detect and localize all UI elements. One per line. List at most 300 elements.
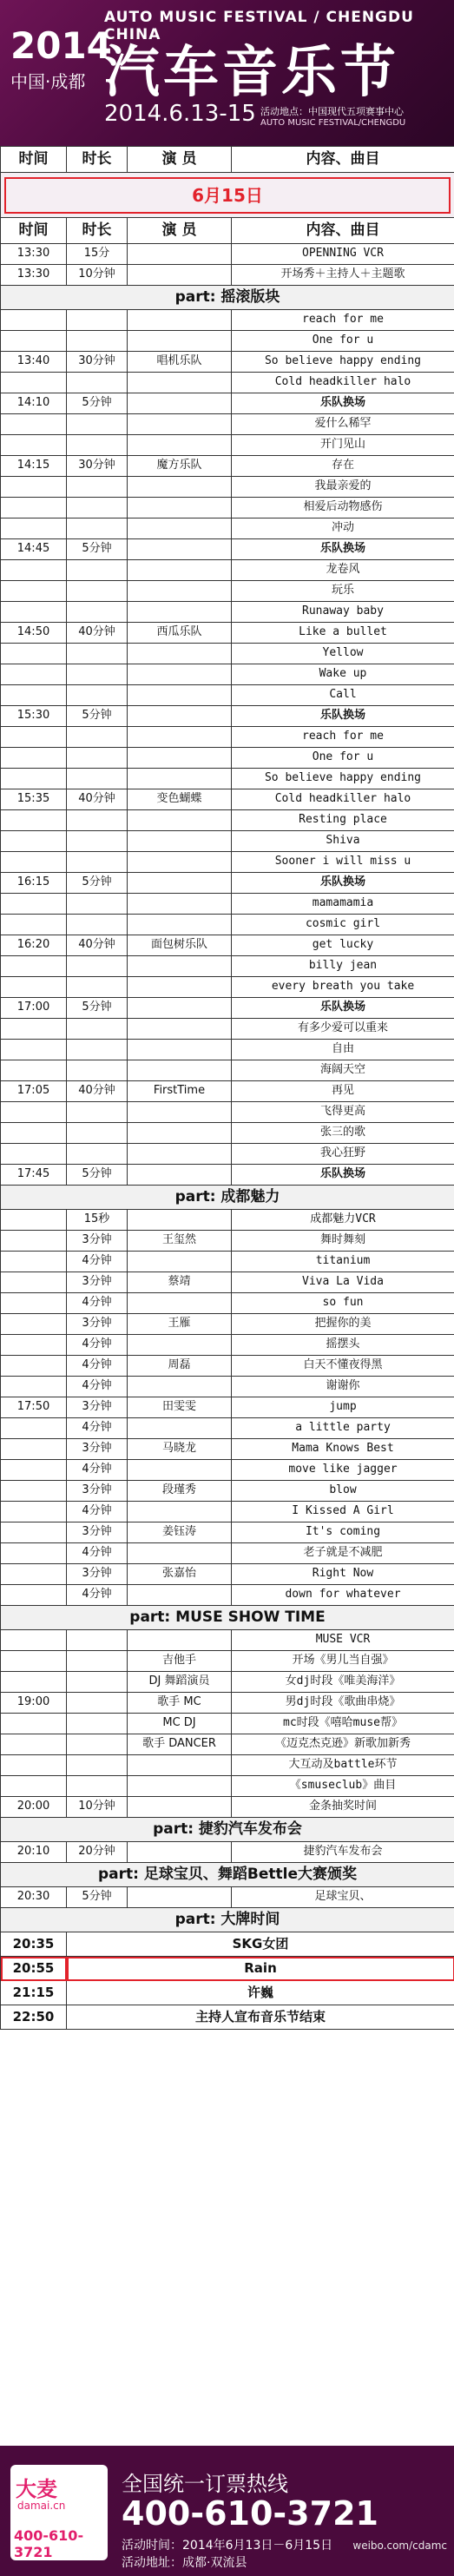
performer-cell: [128, 1755, 232, 1776]
duration-cell: [67, 1672, 128, 1693]
time-cell: [1, 560, 67, 581]
section-row: [1, 1818, 454, 1842]
time-cell: [1, 1543, 67, 1564]
performer-cell: 歌手 MC: [128, 1693, 232, 1714]
schedule-row: [1, 310, 454, 331]
duration-cell: 10分钟: [67, 265, 128, 286]
schedule-row: [1, 1714, 454, 1734]
content-cell: 乐队换场: [232, 706, 454, 727]
content-cell: reach for me: [232, 727, 454, 748]
time-cell: [1, 1102, 67, 1123]
time-cell: 20:00: [1, 1797, 67, 1818]
date-title: 6月15日: [4, 177, 451, 214]
performer-cell: [128, 477, 232, 498]
header-row: [1, 147, 454, 173]
content-cell: MUSE VCR: [232, 1630, 454, 1651]
time-cell: [1, 894, 67, 915]
performer-cell: [128, 748, 232, 769]
performer-cell: 蔡靖: [128, 1272, 232, 1293]
performer-cell: [128, 1502, 232, 1522]
duration-cell: [67, 331, 128, 352]
performer-cell: [128, 810, 232, 831]
performer-cell: [128, 831, 232, 852]
time-cell: 19:00: [1, 1693, 67, 1714]
schedule-row: [1, 435, 454, 456]
content-cell: 再见: [232, 1081, 454, 1102]
schedule-row: [1, 1210, 454, 1231]
performer-cell: [128, 519, 232, 539]
banner-date: 2014.6.13-15: [104, 101, 256, 127]
schedule-row: [1, 1165, 454, 1186]
time-cell: [1, 1734, 67, 1755]
time-cell: [1, 1522, 67, 1543]
performer-cell: [128, 894, 232, 915]
schedule-row: [1, 1502, 454, 1522]
logo-phone: 400-610-3721: [14, 2527, 84, 2560]
performer-cell: [128, 1418, 232, 1439]
schedule-row: [1, 456, 454, 477]
content-cell: Like a bullet: [232, 623, 454, 644]
time-cell: 21:15: [1, 1981, 67, 2005]
content-cell: 有多少爱可以重来: [232, 1019, 454, 1040]
headliner-row: [1, 1981, 454, 2005]
time-cell: [1, 602, 67, 623]
duration-cell: [67, 1040, 128, 1060]
schedule-row: [1, 477, 454, 498]
performer-cell: 吉他手: [128, 1651, 232, 1672]
duration-cell: [67, 435, 128, 456]
duration-cell: [67, 644, 128, 664]
schedule-row: [1, 1797, 454, 1818]
duration-cell: [67, 1102, 128, 1123]
performer-cell: [128, 310, 232, 331]
time-cell: 20:35: [1, 1932, 67, 1957]
content-cell: billy jean: [232, 956, 454, 977]
section-title: part: 摇滚版块: [1, 286, 454, 310]
schedule-row: [1, 831, 454, 852]
time-cell: 16:20: [1, 935, 67, 956]
duration-cell: 4分钟: [67, 1543, 128, 1564]
performer-cell: [128, 1040, 232, 1060]
duration-cell: [67, 727, 128, 748]
performer-cell: [128, 706, 232, 727]
content-cell: 我心狂野: [232, 1144, 454, 1165]
time-cell: [1, 1060, 67, 1081]
time-cell: 13:30: [1, 265, 67, 286]
time-cell: [1, 769, 67, 789]
schedule-row: [1, 935, 454, 956]
duration-cell: [67, 498, 128, 519]
performer-cell: 变色蝴蝶: [128, 789, 232, 810]
duration-cell: 5分钟: [67, 1887, 128, 1908]
time-cell: [1, 1314, 67, 1335]
performer-cell: 张嘉怡: [128, 1564, 232, 1585]
time-cell: 20:30: [1, 1887, 67, 1908]
performer-cell: [128, 435, 232, 456]
duration-cell: [67, 602, 128, 623]
banner-year: 2014: [10, 24, 112, 67]
performer-cell: 面包树乐队: [128, 935, 232, 956]
content-cell: 海阔天空: [232, 1060, 454, 1081]
content-cell: 女dj时段《唯美海洋》: [232, 1672, 454, 1693]
duration-cell: [67, 1651, 128, 1672]
duration-cell: 15分: [67, 244, 128, 265]
duration-cell: 4分钟: [67, 1418, 128, 1439]
performer-cell: [128, 1543, 232, 1564]
content-cell: blow: [232, 1481, 454, 1502]
time-cell: [1, 1210, 67, 1231]
duration-cell: 4分钟: [67, 1252, 128, 1272]
ticket-footer: [0, 2446, 454, 2576]
performer-cell: [128, 1123, 232, 1144]
content-cell: 大互动及battle环节: [232, 1755, 454, 1776]
content-cell: 摇摆头: [232, 1335, 454, 1356]
duration-cell: 5分钟: [67, 706, 128, 727]
time-cell: [1, 977, 67, 998]
schedule-row: [1, 1734, 454, 1755]
content-cell: so fun: [232, 1293, 454, 1314]
content-cell: 开场《男儿当自强》: [232, 1651, 454, 1672]
performer-cell: [128, 644, 232, 664]
banner-venue-en: AUTO MUSIC FESTIVAL/CHENGDU: [260, 118, 406, 128]
duration-cell: 4分钟: [67, 1585, 128, 1606]
schedule-row: [1, 727, 454, 748]
time-cell: [1, 685, 67, 706]
section-title: part: 大牌时间: [1, 1908, 454, 1932]
schedule-row: [1, 977, 454, 998]
header-time: 时间: [1, 218, 67, 244]
time-cell: [1, 1502, 67, 1522]
schedule-row: [1, 414, 454, 435]
duration-cell: 40分钟: [67, 935, 128, 956]
content-cell: 开场秀＋主持人＋主题歌: [232, 265, 454, 286]
schedule-row: [1, 623, 454, 644]
schedule-row: [1, 894, 454, 915]
duration-cell: [67, 1060, 128, 1081]
duration-cell: 30分钟: [67, 352, 128, 373]
schedule-row: [1, 1755, 454, 1776]
schedule-row: [1, 1335, 454, 1356]
performer-cell: [128, 956, 232, 977]
duration-cell: 4分钟: [67, 1335, 128, 1356]
schedule-row: [1, 244, 454, 265]
content-cell: 乐队换场: [232, 998, 454, 1019]
content-cell: 相爱后动物感伤: [232, 498, 454, 519]
performer-cell: [128, 1019, 232, 1040]
duration-cell: [67, 852, 128, 873]
schedule-row: [1, 1356, 454, 1377]
schedule-row: [1, 1439, 454, 1460]
schedule-row: [1, 1252, 454, 1272]
duration-cell: 3分钟: [67, 1272, 128, 1293]
schedule-row: [1, 852, 454, 873]
time-cell: [1, 581, 67, 602]
schedule-row: [1, 1102, 454, 1123]
schedule-row: [1, 1040, 454, 1060]
performer-cell: [128, 1887, 232, 1908]
content-cell: Cold headkiller halo: [232, 789, 454, 810]
performer-cell: [128, 1797, 232, 1818]
performer-cell: [128, 1776, 232, 1797]
schedule-row: [1, 748, 454, 769]
performer-cell: [128, 602, 232, 623]
content-cell: 玩乐: [232, 581, 454, 602]
performer-cell: [128, 727, 232, 748]
schedule-row: [1, 1630, 454, 1651]
time-cell: [1, 477, 67, 498]
duration-cell: 40分钟: [67, 623, 128, 644]
content-cell: 成都魅力VCR: [232, 1210, 454, 1231]
time-cell: [1, 810, 67, 831]
performer-cell: [128, 1842, 232, 1863]
performer-cell: [128, 1102, 232, 1123]
performer-cell: [128, 664, 232, 685]
hotline-number: 400-610-3721: [122, 2494, 378, 2533]
duration-cell: [67, 977, 128, 998]
performer-cell: 周磊: [128, 1356, 232, 1377]
damai-logo: [10, 2465, 108, 2560]
time-cell: 15:35: [1, 789, 67, 810]
content-cell: mc时段《嘻哈muse帮》: [232, 1714, 454, 1734]
duration-cell: 4分钟: [67, 1356, 128, 1377]
performer-cell: [128, 1585, 232, 1606]
performer-cell: DJ 舞蹈演员: [128, 1672, 232, 1693]
duration-cell: [67, 1776, 128, 1797]
banner-title-en: AUTO MUSIC FESTIVAL / CHENGDU CHINA: [104, 9, 414, 43]
performer-cell: FirstTime: [128, 1081, 232, 1102]
performer-cell: [128, 915, 232, 935]
performer-cell: [128, 1210, 232, 1231]
duration-cell: 4分钟: [67, 1460, 128, 1481]
time-cell: [1, 1439, 67, 1460]
header-row-repeat: [1, 218, 454, 244]
content-cell: 冲动: [232, 519, 454, 539]
schedule-row: [1, 1522, 454, 1543]
content-cell: 爱什么稀罕: [232, 414, 454, 435]
content-cell: jump: [232, 1397, 454, 1418]
content-cell: 《迈克杰克逊》新歌加新秀: [232, 1734, 454, 1755]
time-cell: [1, 1564, 67, 1585]
banner-venue: 活动地点：中国现代五项赛事中心: [260, 106, 404, 117]
content-cell: 自由: [232, 1040, 454, 1060]
content-cell: 谢谢你: [232, 1377, 454, 1397]
time-cell: [1, 1630, 67, 1651]
header-content: 内容、曲目: [232, 218, 454, 244]
time-cell: [1, 1293, 67, 1314]
time-cell: [1, 1460, 67, 1481]
duration-cell: 30分钟: [67, 456, 128, 477]
event-time: 活动时间：2014年6月13日－6月15日: [122, 2539, 333, 2553]
content-cell: Mama Knows Best: [232, 1439, 454, 1460]
duration-cell: [67, 560, 128, 581]
schedule-row: [1, 1585, 454, 1606]
content-cell: 乐队换场: [232, 1165, 454, 1186]
duration-cell: 3分钟: [67, 1522, 128, 1543]
header-duration: 时长: [67, 147, 128, 173]
performer-cell: [128, 1630, 232, 1651]
duration-cell: 5分钟: [67, 539, 128, 560]
content-cell: 龙卷风: [232, 560, 454, 581]
performer-cell: [128, 1377, 232, 1397]
schedule-row: [1, 1144, 454, 1165]
content-cell: I Kissed A Girl: [232, 1502, 454, 1522]
time-cell: [1, 1123, 67, 1144]
time-cell: [1, 331, 67, 352]
content-cell: mamamamia: [232, 894, 454, 915]
schedule-row: [1, 769, 454, 789]
content-cell: 白天不懂夜得黑: [232, 1356, 454, 1377]
performer-cell: [128, 393, 232, 414]
schedule-row: [1, 1651, 454, 1672]
schedule-row: [1, 1314, 454, 1335]
section-title: part: 成都魅力: [1, 1186, 454, 1210]
schedule-row: [1, 664, 454, 685]
duration-cell: 4分钟: [67, 1377, 128, 1397]
header-performer: 演 员: [128, 218, 232, 244]
time-cell: 20:10: [1, 1842, 67, 1863]
date-row: [1, 173, 454, 218]
time-cell: [1, 373, 67, 393]
performer-cell: 姜钰涛: [128, 1522, 232, 1543]
performer-cell: [128, 977, 232, 998]
content-cell: 飞得更高: [232, 1102, 454, 1123]
schedule-row: [1, 1019, 454, 1040]
performer-cell: [128, 265, 232, 286]
schedule-row: [1, 1293, 454, 1314]
schedule-row: [1, 539, 454, 560]
time-cell: [1, 1714, 67, 1734]
performer-cell: 段瑾秀: [128, 1481, 232, 1502]
headliner-row: [1, 2005, 454, 2030]
time-cell: [1, 1755, 67, 1776]
content-cell: 张三的歌: [232, 1123, 454, 1144]
time-cell: [1, 310, 67, 331]
performer-cell: [128, 852, 232, 873]
schedule-row: [1, 1081, 454, 1102]
content-cell: 乐队换场: [232, 873, 454, 894]
time-cell: [1, 1040, 67, 1060]
performer-cell: [128, 560, 232, 581]
performer-cell: 唱机乐队: [128, 352, 232, 373]
duration-cell: 40分钟: [67, 789, 128, 810]
performer-cell: [128, 1060, 232, 1081]
time-cell: [1, 915, 67, 935]
time-cell: [1, 852, 67, 873]
performer-cell: [128, 414, 232, 435]
section-row: [1, 1908, 454, 1932]
time-cell: 22:50: [1, 2005, 67, 2030]
content-cell: 乐队换场: [232, 539, 454, 560]
schedule-row: [1, 1231, 454, 1252]
duration-cell: 5分钟: [67, 998, 128, 1019]
performer-cell: [128, 581, 232, 602]
performer-cell: [128, 498, 232, 519]
duration-cell: 5分钟: [67, 873, 128, 894]
schedule-row: [1, 1887, 454, 1908]
time-cell: [1, 1585, 67, 1606]
content-cell: get lucky: [232, 935, 454, 956]
schedule-row: [1, 560, 454, 581]
content-cell: Right Now: [232, 1564, 454, 1585]
weibo-watermark: weibo.com/cdamc: [352, 2540, 447, 2552]
content-cell: One for u: [232, 331, 454, 352]
schedule-row: [1, 1672, 454, 1693]
schedule-row: [1, 602, 454, 623]
duration-cell: [67, 831, 128, 852]
duration-cell: [67, 748, 128, 769]
duration-cell: [67, 519, 128, 539]
duration-cell: 40分钟: [67, 1081, 128, 1102]
duration-cell: [67, 1755, 128, 1776]
schedule-row: [1, 1564, 454, 1585]
time-cell: 14:50: [1, 623, 67, 644]
time-cell: [1, 414, 67, 435]
content-cell: Sooner i will miss u: [232, 852, 454, 873]
schedule-row: [1, 1481, 454, 1502]
duration-cell: [67, 810, 128, 831]
time-cell: [1, 1377, 67, 1397]
content-cell: 老子就是不减肥: [232, 1543, 454, 1564]
time-cell: [1, 1356, 67, 1377]
content-cell: Wake up: [232, 664, 454, 685]
content-cell: 足球宝贝、: [232, 1887, 454, 1908]
content-cell: Call: [232, 685, 454, 706]
performer-cell: [128, 373, 232, 393]
performer-cell: [128, 331, 232, 352]
content-cell: 《smuseclub》曲目: [232, 1776, 454, 1797]
headliner-name: Rain: [67, 1957, 454, 1981]
section-row: [1, 1863, 454, 1887]
section-title: part: MUSE SHOW TIME: [1, 1606, 454, 1630]
time-cell: [1, 1231, 67, 1252]
performer-cell: [128, 1252, 232, 1272]
festival-banner: [0, 0, 454, 146]
time-cell: [1, 1418, 67, 1439]
performer-cell: MC DJ: [128, 1714, 232, 1734]
schedule-row: [1, 1418, 454, 1439]
duration-cell: 20分钟: [67, 1842, 128, 1863]
schedule-row: [1, 810, 454, 831]
section-title: part: 捷豹汽车发布会: [1, 1818, 454, 1842]
content-cell: 舞时舞刻: [232, 1231, 454, 1252]
duration-cell: [67, 1714, 128, 1734]
headliner-name: 许巍: [67, 1981, 454, 2005]
time-cell: 16:15: [1, 873, 67, 894]
performer-cell: 魔方乐队: [128, 456, 232, 477]
duration-cell: [67, 373, 128, 393]
duration-cell: 3分钟: [67, 1481, 128, 1502]
headliner-name: SKG女团: [67, 1932, 454, 1957]
duration-cell: [67, 1019, 128, 1040]
duration-cell: [67, 414, 128, 435]
header-duration: 时长: [67, 218, 128, 244]
time-cell: [1, 1335, 67, 1356]
time-cell: 17:45: [1, 1165, 67, 1186]
content-cell: So believe happy ending: [232, 769, 454, 789]
time-cell: [1, 727, 67, 748]
performer-cell: 歌手 DANCER: [128, 1734, 232, 1755]
time-cell: [1, 956, 67, 977]
content-cell: 金条抽奖时间: [232, 1797, 454, 1818]
schedule-row: [1, 1776, 454, 1797]
performer-cell: [128, 539, 232, 560]
schedule-row: [1, 685, 454, 706]
content-cell: move like jagger: [232, 1460, 454, 1481]
banner-city: 中国·成都: [10, 71, 86, 92]
performer-cell: 王雁: [128, 1314, 232, 1335]
headliner-row: [1, 1957, 454, 1981]
content-cell: every breath you take: [232, 977, 454, 998]
